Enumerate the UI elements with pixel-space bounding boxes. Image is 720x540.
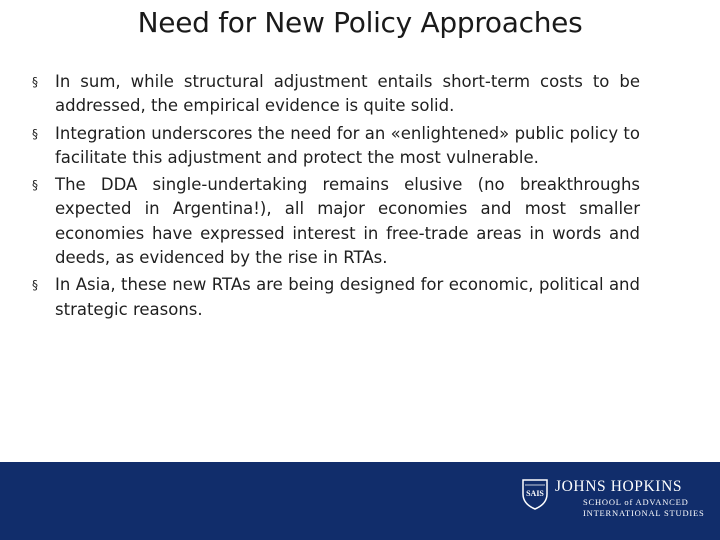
bullet-marker-icon: § <box>32 178 38 193</box>
sais-shield-icon <box>521 478 549 510</box>
logo-name: JOHNS HOPKINS <box>555 478 683 495</box>
bullet-marker-icon: § <box>32 278 38 293</box>
logo-school-line-1: SCHOOL of ADVANCED <box>583 497 689 507</box>
slide-title: Need for New Policy Approaches <box>137 6 583 39</box>
bullet-marker-icon: § <box>32 126 38 141</box>
bullet-text: In sum, while structural adjustment entails short-term costs to be addressed, the empirical evidence is quite solid. <box>55 72 640 116</box>
bullet-text: The DDA single-undertaking remains elusive (no breakthroughs expected in Argentina!), all major economies and most smaller economies have expressed interest in free-trade areas in words and deeds, as evidenced by the rise in RTAs. <box>55 175 640 268</box>
logo-text <box>555 478 705 518</box>
bullet-item <box>32 273 640 322</box>
bullet-item <box>32 70 640 119</box>
bullet-list <box>32 70 640 325</box>
bullet-text: In Asia, these new RTAs are being designed for economic, political and strategic reasons. <box>55 275 640 319</box>
bullet-item <box>32 122 640 171</box>
johns-hopkins-sais-logo <box>521 478 705 518</box>
bullet-marker-icon: § <box>32 75 38 89</box>
logo-school-line-2: INTERNATIONAL STUDIES <box>583 508 705 518</box>
shield-text: SAIS <box>526 489 544 498</box>
bullet-item <box>32 173 640 270</box>
bullet-text: Integration underscores the need for an «enlightened» public policy to facilitate this adjustment and protect the most vulnerable. <box>55 123 640 167</box>
